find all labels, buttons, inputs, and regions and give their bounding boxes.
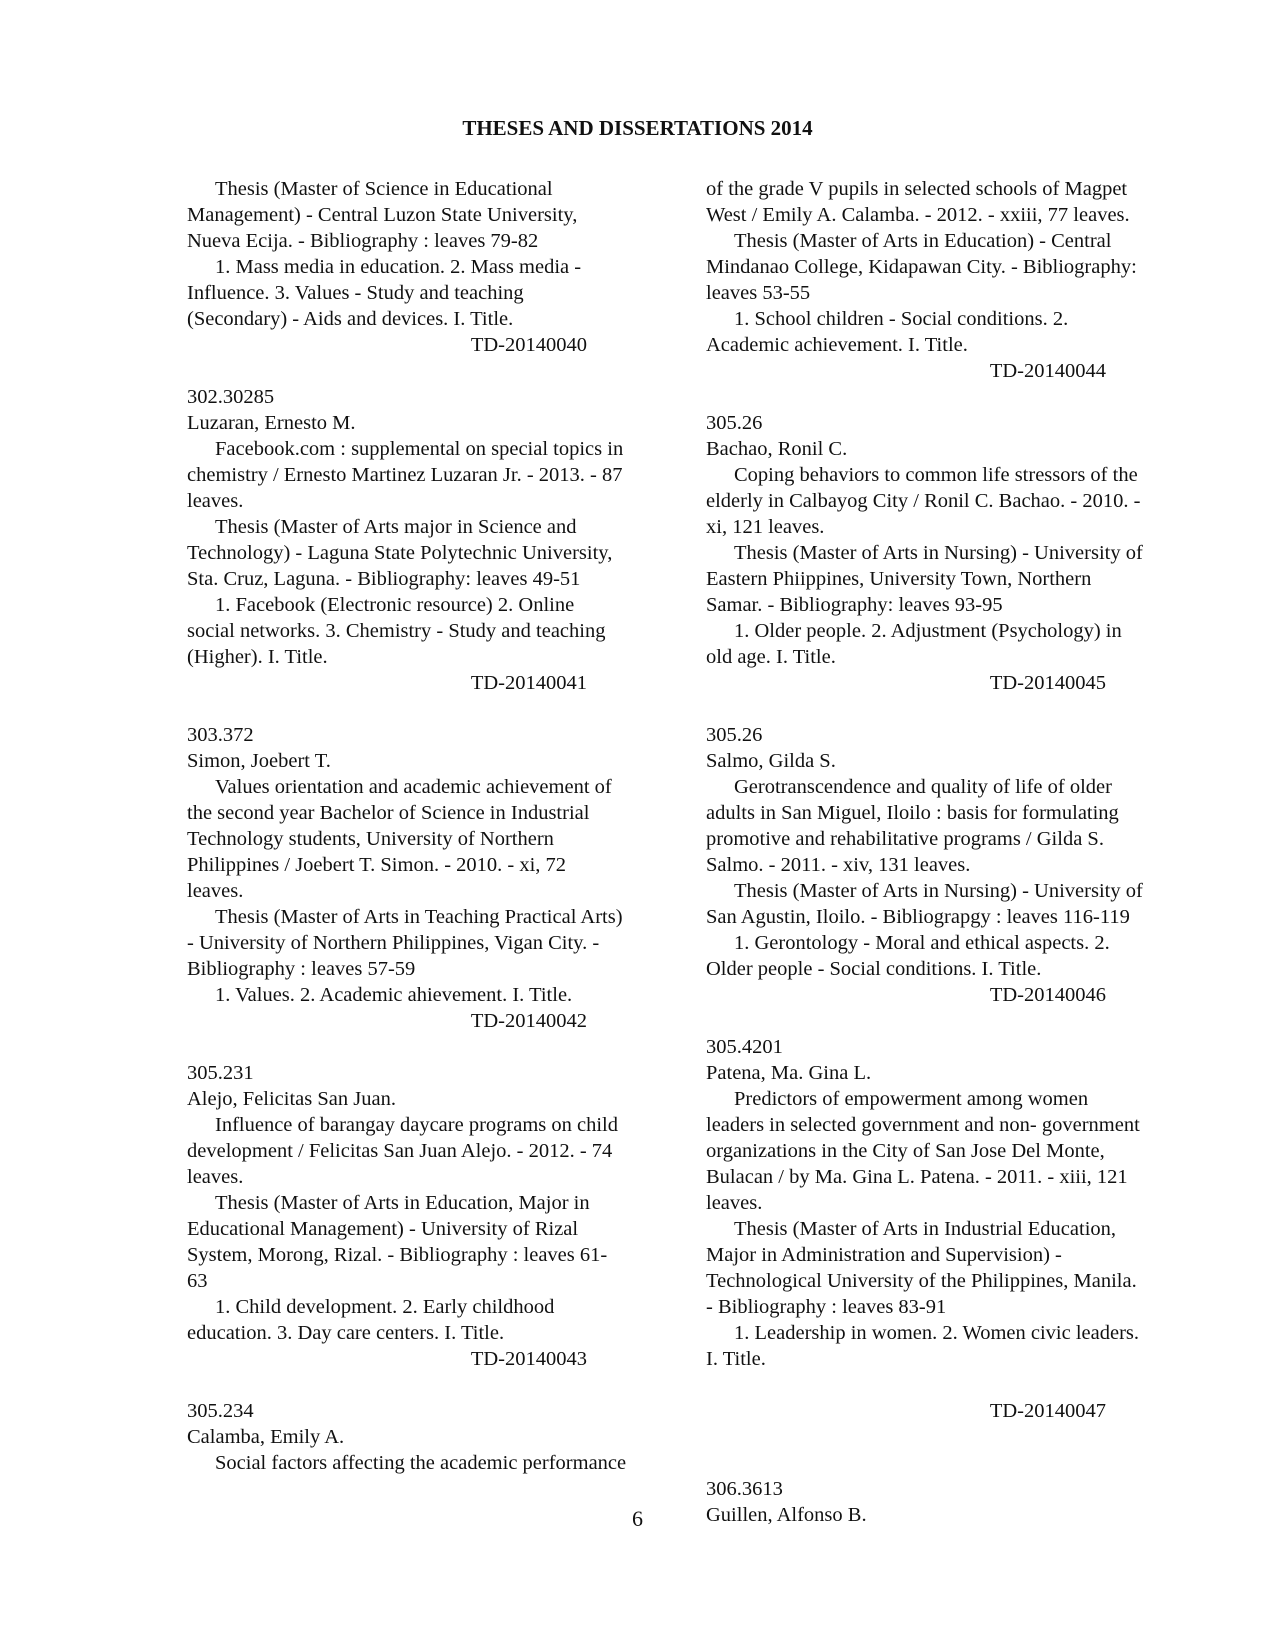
catalog-line: 1. School children - Social conditions. 2. [734,308,1069,330]
catalog-line: Simon, Joebert T. [187,750,331,772]
catalog-line: 1. Gerontology - Moral and ethical aspects. 2. [734,932,1110,954]
catalog-line: Older people - Social conditions. I. Title. [706,958,1042,980]
catalog-line: Gerotranscendence and quality of life of older [734,776,1112,798]
accession-number: TD-20140043 [470,1348,587,1370]
catalog-line: West / Emily A. Calamba. - 2012. - xxiii, 77 leaves. [706,204,1130,226]
catalog-line: the second year Bachelor of Science in Industrial [187,802,590,824]
accession-number: TD-20140045 [989,672,1106,694]
catalog-line: 1. Older people. 2. Adjustment (Psychology) in [734,620,1122,642]
catalog-line: I. Title. [706,1348,766,1370]
catalog-line: Calamba, Emily A. [187,1426,345,1448]
catalog-line: Influence. 3. Values - Study and teaching [187,282,524,304]
spacer [706,1008,1191,1034]
accession-number: TD-20140046 [989,984,1106,1006]
spacer [706,1372,1191,1398]
catalog-line: leaves. [187,880,244,902]
catalog-line: 1. Mass media in education. 2. Mass media - [215,256,582,278]
catalog-line: Management) - Central Luzon State University, [187,204,578,226]
catalog-line: Thesis (Master of Arts in Industrial Education, [734,1218,1117,1240]
catalog-line: Influence of barangay daycare programs on child [215,1114,618,1136]
spacer [706,1424,1191,1450]
catalog-line: development / Felicitas San Juan Alejo. - 2012. - 74 [187,1140,613,1162]
catalog-line: 302.30285 [187,386,275,408]
catalog-line: System, Morong, Rizal. - Bibliography : leaves 61- [187,1244,608,1266]
catalog-line: Thesis (Master of Arts major in Science and [215,516,577,538]
catalog-line: Bulacan / by Ma. Gina L. Patena. - 2011. - xiii, 121 [706,1166,1128,1188]
catalog-line: Coping behaviors to common life stressors of the [734,464,1138,486]
catalog-line: 305.234 [187,1400,254,1422]
catalog-line: Social factors affecting the academic performance [215,1452,627,1474]
catalog-line: (Higher). I. Title. [187,646,328,668]
catalog-line: Salmo. - 2011. - xiv, 131 leaves. [706,854,971,876]
accession-number: TD-20140041 [470,672,587,694]
catalog-line: Thesis (Master of Arts in Nursing) - University of [734,542,1143,564]
catalog-line: Guillen, Alfonso B. [706,1504,867,1526]
spacer [187,1034,672,1060]
catalog-line: elderly in Calbayog City / Ronil C. Bachao. - 2010. - [706,490,1141,512]
catalog-line: Luzaran, Ernesto M. [187,412,356,434]
catalog-line: Nueva Ecija. - Bibliography : leaves 79-82 [187,230,539,252]
catalog-line: Major in Administration and Supervision) - [706,1244,1062,1266]
catalog-line: Mindanao College, Kidapawan City. - Bibliography: [706,256,1137,278]
page-title: THESES AND DISSERTATIONS 2014 [462,116,813,140]
catalog-line: Academic achievement. I. Title. [706,334,968,356]
spacer [706,696,1191,722]
catalog-line: education. 3. Day care centers. I. Title. [187,1322,505,1344]
catalog-line: leaves. [706,1192,763,1214]
accession-number: TD-20140040 [470,334,587,356]
catalog-line: leaves 53-55 [706,282,811,304]
catalog-line: 306.3613 [706,1478,783,1500]
catalog-line: Bibliography : leaves 57-59 [187,958,416,980]
catalog-line: xi, 121 leaves. [706,516,825,538]
catalog-line: Samar. - Bibliography: leaves 93-95 [706,594,1003,616]
catalog-line: Salmo, Gilda S. [706,750,836,772]
catalog-line: Technology) - Laguna State Polytechnic University, [187,542,613,564]
right-column [706,176,1191,1528]
catalog-line: leaders in selected government and non- government [706,1114,1140,1136]
catalog-line: Educational Management) - University of Rizal [187,1218,579,1240]
spacer [187,696,672,722]
catalog-line: 305.4201 [706,1036,783,1058]
spacer [706,1450,1191,1476]
catalog-line: Eastern Phiippines, University Town, Northern [706,568,1092,590]
catalog-line: 1. Leadership in women. 2. Women civic leaders. [734,1322,1140,1344]
catalog-line: Thesis (Master of Arts in Education, Major in [215,1192,590,1214]
catalog-line: 303.372 [187,724,254,746]
catalog-line: 305.231 [187,1062,254,1084]
catalog-line: Thesis (Master of Arts in Education) - Central [734,230,1112,252]
catalog-line: social networks. 3. Chemistry - Study and teaching [187,620,606,642]
spacer [706,384,1191,410]
accession-number: TD-20140042 [470,1010,587,1032]
catalog-line: old age. I. Title. [706,646,836,668]
catalog-line: - University of Northern Philippines, Vigan City. - [187,932,600,954]
spacer [187,358,672,384]
accession-number: TD-20140044 [989,360,1106,382]
left-column [187,176,672,1476]
catalog-line: - Bibliography : leaves 83-91 [706,1296,947,1318]
catalog-line: Technological University of the Philippines, Manila. [706,1270,1137,1292]
catalog-line: Thesis (Master of Science in Educational [215,178,553,200]
catalog-line: 305.26 [706,412,763,434]
catalog-line: promotive and rehabilitative programs / Gilda S. [706,828,1104,850]
catalog-line: Philippines / Joebert T. Simon. - 2010. - xi, 72 [187,854,567,876]
catalog-line: San Agustin, Iloilo. - Bibliograpgy : leaves 116-119 [706,906,1130,928]
catalog-line: Values orientation and academic achievement of [215,776,612,798]
catalog-line: 1. Child development. 2. Early childhood [215,1296,555,1318]
catalog-line: adults in San Miguel, Iloilo : basis for formulating [706,802,1119,824]
catalog-line: Technology students, University of Northern [187,828,554,850]
catalog-line: 1. Facebook (Electronic resource) 2. Online [215,594,575,616]
catalog-line: Alejo, Felicitas San Juan. [187,1088,396,1110]
catalog-line: Bachao, Ronil C. [706,438,848,460]
catalog-line: Thesis (Master of Arts in Nursing) - University of [734,880,1143,902]
page-number: 6 [632,1506,643,1531]
catalog-line: Sta. Cruz, Laguna. - Bibliography: leaves 49-51 [187,568,581,590]
catalog-line: leaves. [187,490,244,512]
catalog-line: Facebook.com : supplemental on special topics in [215,438,624,460]
catalog-line: of the grade V pupils in selected schools of Magpet [706,178,1128,200]
spacer [187,1372,672,1398]
catalog-line: Thesis (Master of Arts in Teaching Practical Arts) [215,906,623,928]
catalog-line: (Secondary) - Aids and devices. I. Title. [187,308,514,330]
catalog-line: chemistry / Ernesto Martinez Luzaran Jr. - 2013. - 87 [187,464,623,486]
catalog-line: organizations in the City of San Jose Del Monte, [706,1140,1105,1162]
catalog-line: 1. Values. 2. Academic ahievement. I. Title. [215,984,573,1006]
catalog-line: 305.26 [706,724,763,746]
catalog-line: 63 [187,1270,208,1292]
accession-number: TD-20140047 [989,1400,1106,1422]
catalog-line: leaves. [187,1166,244,1188]
catalog-line: Predictors of empowerment among women [734,1088,1089,1110]
catalog-line: Patena, Ma. Gina L. [706,1062,872,1084]
